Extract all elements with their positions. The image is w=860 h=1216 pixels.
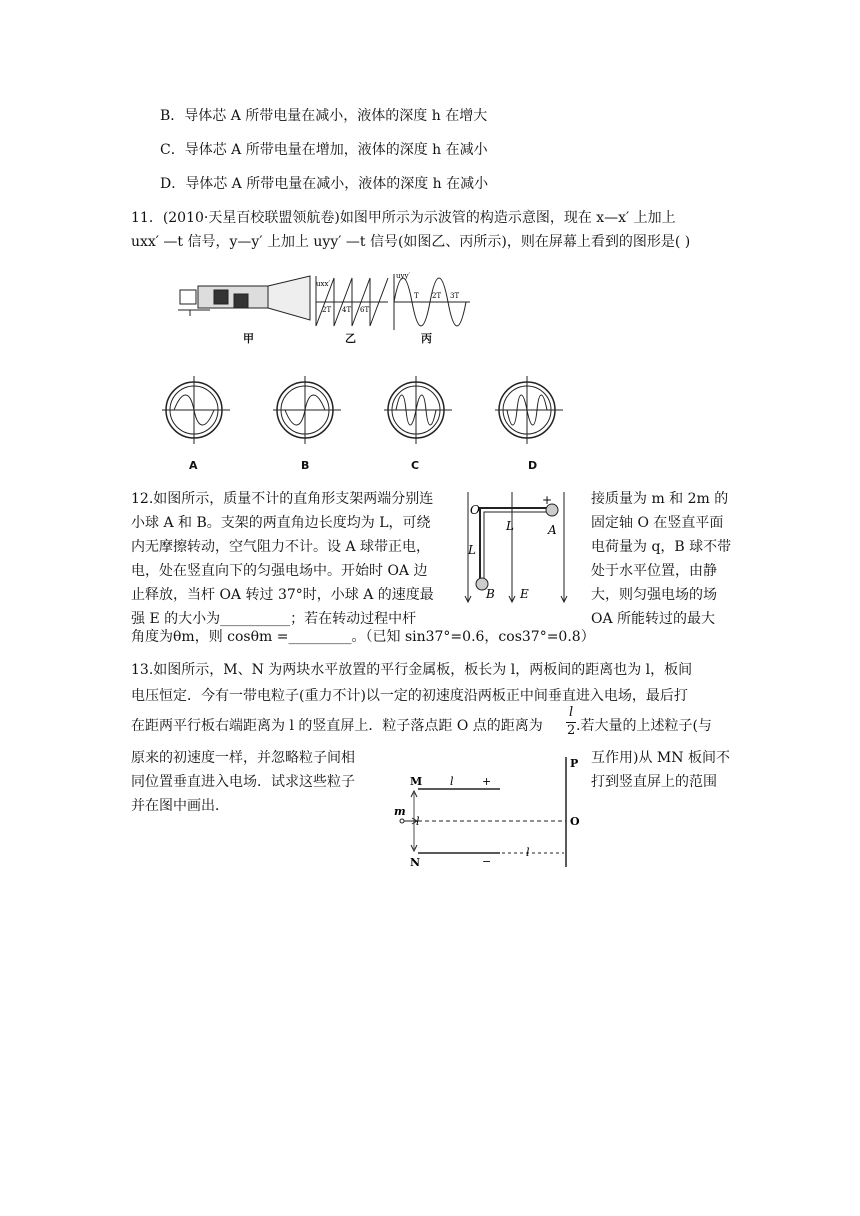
q13-right-2: 打到竖直屏上的范围 [591, 774, 717, 790]
tick-3T: 3T [450, 292, 460, 300]
label-l-bot: l [526, 846, 530, 859]
tick-6T: 6T [360, 306, 370, 314]
label-N: N [410, 856, 421, 869]
tick-T: T [414, 292, 419, 300]
q12-left-6: 强 E 的大小为__________；若在转动过程中杆 [131, 611, 417, 627]
q13-left-2: 同位置垂直进入电场．试求这些粒子 [131, 774, 355, 790]
label-yi: 乙 [345, 332, 356, 345]
label-O13: O [570, 815, 580, 828]
q12-right-2: 固定轴 O 在竖直平面 [591, 515, 724, 531]
q12-left-3: 内无摩擦转动，空气阻力不计。设 A 球带正电， [131, 539, 431, 555]
label-l-top: l [450, 775, 454, 788]
q12-right-4: 处于水平位置，由静 [591, 563, 717, 579]
q12-figure [460, 490, 585, 610]
label-O: O [470, 503, 480, 517]
q13-left-1: 原来的初速度一样，并忽略粒子间相 [131, 750, 355, 766]
q12-right-1: 接质量为 m 和 2m 的 [591, 491, 729, 507]
q12-right-3: 电荷量为 q，B 球不带 [591, 539, 732, 555]
label-jia: 甲 [243, 332, 254, 345]
q11-line2: uxx′ —t 信号，y—y′ 上加上 uyy′ —t 信号(如图乙、丙所示)，则在屏幕上看到的图形是( ) [131, 234, 691, 250]
q13-right-1: 互作用)从 MN 板间不 [591, 750, 730, 766]
q11-line1: 11．(2010·天星百校联盟领航卷)如图甲所示为示波管的构造示意图，现在 x—x′ 上加上 [131, 210, 676, 226]
option-c: C．导体芯 A 所带电量在增加，液体的深度 h 在减小 [160, 142, 488, 158]
label-L-left: L [468, 543, 476, 557]
label-minus13: − [482, 855, 492, 868]
frac-numerator: l [569, 705, 574, 720]
choice-c-label: C [411, 459, 420, 472]
label-plus13: + [482, 775, 492, 788]
choice-b-label: B [301, 459, 310, 472]
label-A: A [548, 523, 557, 537]
q12-left-2: 小球 A 和 B。支架的两直角边长度均为 L，可绕 [131, 515, 431, 531]
label-B: B [486, 587, 495, 601]
label-m: m [394, 805, 406, 818]
choice-screens [160, 370, 580, 450]
q13-left-3: 并在图中画出． [131, 798, 229, 814]
axis-uxx: uxx′ [316, 280, 330, 288]
tick-2T-b: 2T [432, 292, 442, 300]
option-b: B．导体芯 A 所带电量在减小，液体的深度 h 在增大 [160, 108, 488, 124]
frac-denominator: 2 [567, 723, 576, 738]
choice-d-label: D [528, 459, 538, 472]
oscilloscope-tube [178, 276, 310, 320]
q12-left-5: 止释放，当杆 OA 转过 37°时，小球 A 的速度最 [131, 587, 434, 603]
q13-line3a: 在距两平行板右端距离为 l 的竖直屏上．粒子落点距 O 点的距离为 [131, 718, 543, 734]
q12-left-4: 电，处在竖直向下的匀强电场中。开始时 OA 边 [131, 563, 428, 579]
label-plus: + [542, 493, 553, 507]
q13-line3b: .若大量的上述粒子(与 [576, 718, 712, 734]
oscilloscope-figure [170, 270, 480, 345]
label-M: M [410, 775, 423, 788]
option-d: D．导体芯 A 所带电量在减小，液体的深度 h 在减小 [160, 176, 489, 192]
tick-2T: 2T [322, 306, 332, 314]
label-L-top: L [506, 519, 514, 533]
q12-right-6: OA 所能转过的最大 [591, 611, 716, 627]
q13-line1: 13.如图所示，M、N 为两块水平放置的平行金属板，板长为 l，两板间的距离也为 l，板间 [131, 662, 693, 678]
label-P: P [570, 757, 579, 770]
label-bing: 丙 [421, 332, 432, 345]
axis-uyy: uyy′ [396, 272, 411, 280]
q12-left-1: 12.如图所示，质量不计的直角形支架两端分别连 [131, 491, 434, 507]
tick-4T: 4T [342, 306, 352, 314]
label-l-mid: l [416, 815, 420, 828]
sine-graph [394, 274, 470, 330]
q12-right-5: 大，则匀强电场的场 [591, 587, 717, 603]
label-E: E [520, 587, 529, 601]
q12-last-line: 角度为θm，则 cosθm =_________。（已知 sin37°=0.6，cos37°=0.8） [131, 629, 595, 645]
q13-line2: 电压恒定．今有一带电粒子(重力不计)以一定的初速度沿两板正中间垂直进入电场，最后打 [131, 688, 688, 704]
choice-a-label: A [189, 459, 198, 472]
q13-figure [390, 755, 590, 870]
